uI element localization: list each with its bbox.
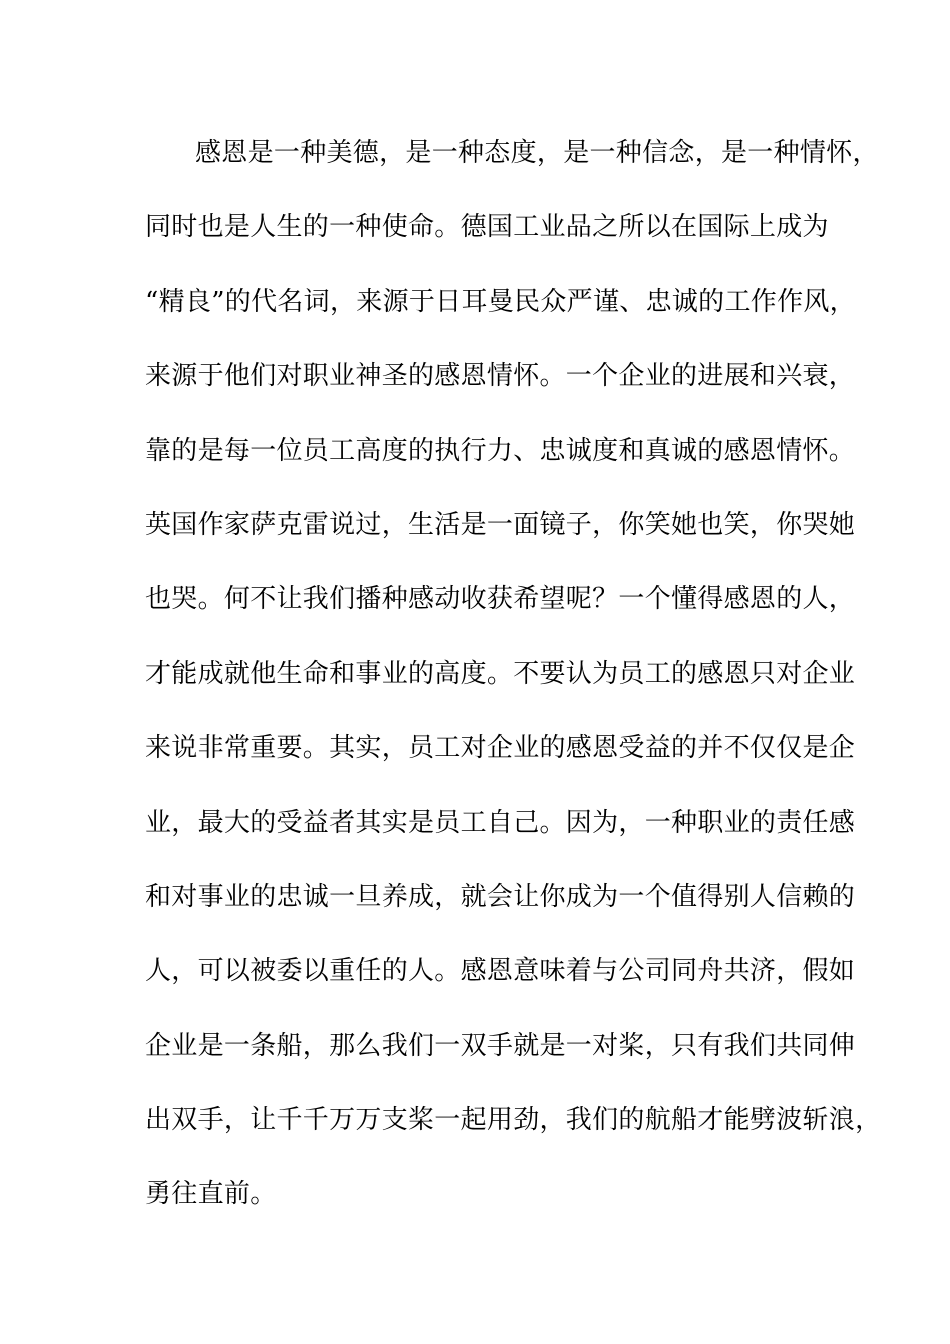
paragraph-line: 来源于他们对职业神圣的感恩情怀。一个企业的进展和兴衰， [145,361,856,392]
body-paragraph [145,128,882,1244]
paragraph-line: 勇往直前。 [145,1179,277,1210]
paragraph-line: 出双手，让千千万万支桨一起用劲，我们的航船才能劈波斩浪， [145,1105,882,1136]
paragraph-line: 才能成就他生命和事业的高度。不要认为员工的感恩只对企业 [145,658,856,689]
paragraph-line: 来说非常重要。其实，员工对企业的感恩受益的并不仅仅是企 [145,733,856,764]
paragraph-line: 企业是一条船，那么我们一双手就是一对桨，只有我们共同伸 [145,1030,856,1061]
paragraph-line: 靠的是每一位员工高度的执行力、忠诚度和真诚的感恩情怀。 [145,435,856,466]
paragraph-line: 英国作家萨克雷说过，生活是一面镜子，你笑她也笑，你哭她 [145,509,856,540]
paragraph-line: 同时也是人生的一种使命。德国工业品之所以在国际上成为 [145,212,829,243]
paragraph-line: 和对事业的忠诚一旦养成，就会让你成为一个值得别人信赖的 [145,881,856,912]
paragraph-line: 人，可以被委以重任的人。感恩意味着与公司同舟共济，假如 [145,956,856,987]
paragraph-line: 感恩是一种美德，是一种态度，是一种信念，是一种情怀， [195,138,879,168]
paragraph-line: “精良”的代名词，来源于日耳曼民众严谨、忠诚的工作作风， [145,286,856,317]
paragraph-line: 业，最大的受益者其实是员工自己。因为，一种职业的责任感 [145,807,856,838]
paragraph-line: 也哭。何不让我们播种感动收获希望呢？一个懂得感恩的人， [145,584,856,615]
